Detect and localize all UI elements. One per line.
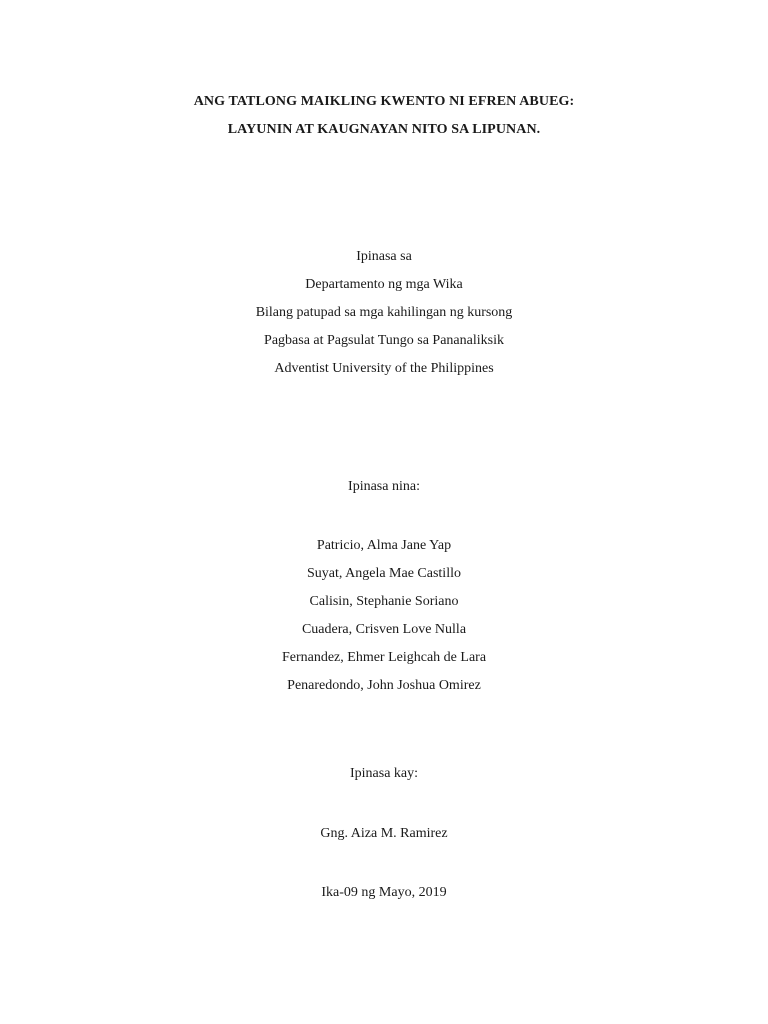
author-name: Cuadera, Crisven Love Nulla [301,622,467,637]
author-name: Penaredondo, John Joshua Omirez [287,678,481,693]
instructor-name: Gng. Aiza M. Ramirez [320,826,448,841]
submission-date: Ika-09 ng Mayo, 2019 [321,885,447,900]
submission-line: Bilang patupad sa mga kahilingan ng kursong [255,305,513,320]
submission-line: Adventist University of the Philippines [274,361,494,376]
submission-line: Departamento ng mga Wika [305,277,463,292]
document-title-line-1: ANG TATLONG MAIKLING KWENTO NI EFREN ABUEG: [193,94,575,109]
submission-line: Pagbasa at Pagsulat Tungo sa Pananaliksik [264,333,504,348]
authors-heading: Ipinasa nina: [348,479,420,494]
document-title-line-2: LAYUNIN AT KAUGNAYAN NITO SA LIPUNAN. [227,122,541,137]
author-name: Suyat, Angela Mae Castillo [307,566,461,581]
author-name: Calisin, Stephanie Soriano [309,594,459,609]
author-name: Patricio, Alma Jane Yap [316,538,452,553]
submission-line: Ipinasa sa [356,249,412,264]
author-name: Fernandez, Ehmer Leighcah de Lara [281,650,487,665]
instructor-heading: Ipinasa kay: [349,766,419,781]
